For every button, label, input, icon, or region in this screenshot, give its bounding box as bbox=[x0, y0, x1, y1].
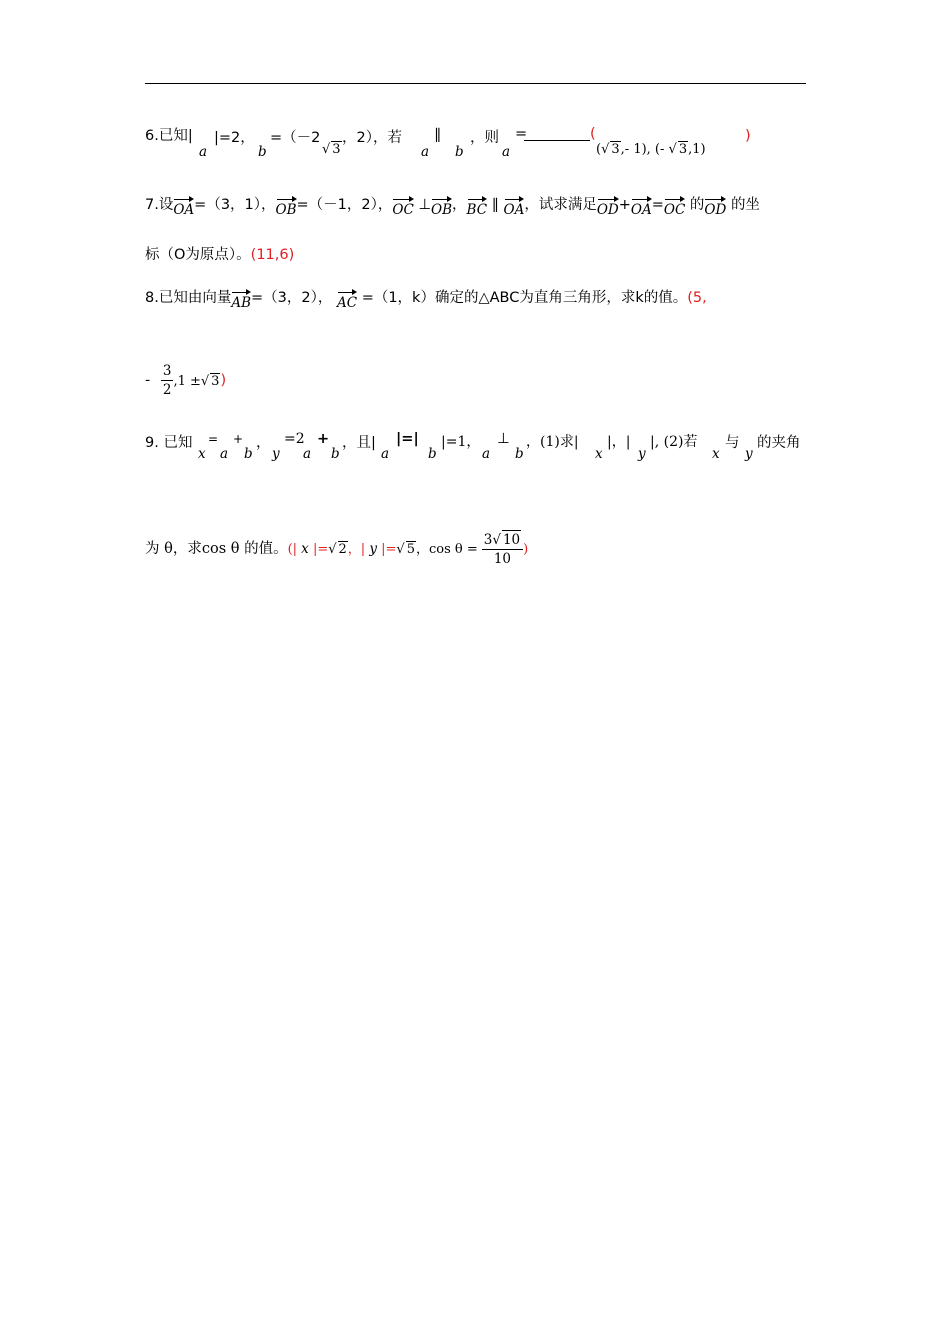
vector-a: a bbox=[482, 446, 491, 462]
q7-text: =（3，1）， bbox=[194, 197, 276, 213]
vector-AC: AC bbox=[337, 289, 357, 313]
vector-x: x bbox=[712, 446, 720, 462]
q6-text: ，则 bbox=[470, 130, 499, 146]
q7-text: 标（O为原点）。 bbox=[145, 247, 251, 263]
vector-x: x bbox=[198, 446, 206, 462]
vector-a: a bbox=[220, 446, 229, 462]
q9-text: 9. 已知 bbox=[145, 435, 193, 451]
q9-text: |=| bbox=[396, 431, 419, 447]
answer-blank bbox=[524, 126, 590, 145]
plus-symbol: + bbox=[618, 197, 631, 213]
vector-a: a bbox=[502, 144, 511, 160]
q9-text: |，| bbox=[607, 434, 631, 450]
q9-text: 为 θ，求cos θ 的值。 bbox=[145, 541, 288, 557]
perp-symbol: ⊥ bbox=[418, 197, 432, 213]
vector-AB: AB bbox=[231, 289, 251, 313]
sqrt-expression: √ 3 bbox=[322, 142, 341, 157]
question-8 bbox=[145, 288, 707, 313]
q7-text: 7.设 bbox=[145, 197, 174, 213]
q9-text: ， bbox=[256, 435, 271, 451]
vector-OC: OC bbox=[664, 196, 685, 220]
q9-text: 的夹角 bbox=[757, 435, 801, 451]
vector-y: y bbox=[272, 446, 280, 462]
vector-OA: OA bbox=[173, 196, 194, 220]
vector-b: b bbox=[515, 446, 524, 462]
q9-text: ，(1)求| bbox=[526, 434, 579, 450]
q6-text: = bbox=[515, 126, 528, 142]
q6-text: 6.已知| bbox=[145, 128, 193, 144]
header-rule bbox=[145, 83, 806, 84]
question-7 bbox=[145, 195, 760, 220]
q8-text: 8.已知由向量 bbox=[145, 290, 232, 306]
q8-text: =（1，k）确定的△ABC为直角三角形，求k的值。 bbox=[361, 290, 688, 306]
vector-OD: OD bbox=[597, 196, 619, 220]
q9-line2 bbox=[145, 530, 528, 568]
question-7-line2 bbox=[145, 245, 294, 265]
q8-answer-line bbox=[145, 362, 226, 399]
answer-expression: (√ 3,- 1), (- √ 3,1) bbox=[596, 142, 706, 157]
vector-a: a bbox=[303, 446, 312, 462]
parallel-symbol: ∥ bbox=[491, 197, 499, 213]
vector-b: b bbox=[258, 144, 267, 160]
q8-answer-rest: ,1 ±√ 3 bbox=[173, 373, 220, 389]
vector-a: a bbox=[199, 144, 208, 160]
q9-text: |, (2)若 bbox=[650, 434, 698, 450]
q7-text: =（－1，2）， bbox=[296, 197, 393, 213]
minus-sign: - bbox=[145, 372, 151, 389]
vector-a: a bbox=[421, 144, 430, 160]
q9-text: |=1， bbox=[441, 434, 481, 450]
answer-close-paren: ) bbox=[745, 128, 751, 144]
vector-OA: OA bbox=[504, 196, 525, 220]
sqrt-radicand: 3 bbox=[332, 142, 341, 157]
fraction-three-halves: $\frac{3}{2}$ bbox=[162, 363, 172, 398]
perp-symbol: ⊥ bbox=[497, 431, 510, 447]
vector-y: y bbox=[745, 446, 753, 462]
vector-OB: OB bbox=[276, 196, 297, 220]
vector-OD: OD bbox=[704, 196, 726, 220]
vector-BC: BC bbox=[467, 196, 488, 220]
q7-answer: (11,6) bbox=[250, 247, 295, 263]
q9-answer: (| x |=√ 2，| y |=√ 5，cos θ = bbox=[287, 541, 478, 557]
q7-text: = bbox=[651, 197, 664, 213]
q9-answer-close: ) bbox=[523, 542, 529, 557]
q9-text: + bbox=[233, 432, 244, 446]
vector-OC: OC bbox=[392, 196, 413, 220]
q9-text: 与 bbox=[725, 435, 740, 451]
q7-text: 的 bbox=[689, 197, 705, 213]
parallel-symbol: ∥ bbox=[434, 127, 442, 143]
vector-a: a bbox=[381, 446, 390, 462]
answer-open-paren: ( bbox=[590, 126, 596, 142]
q9-text: = bbox=[208, 432, 219, 446]
q7-text: 的坐 bbox=[730, 197, 760, 213]
q9-text: ，且| bbox=[342, 435, 376, 451]
vector-b: b bbox=[428, 446, 437, 462]
q7-text: ， bbox=[452, 197, 467, 213]
q7-text: ，试求满足 bbox=[524, 197, 597, 213]
q8-text: =（3，2）， bbox=[251, 290, 333, 306]
q8-answer-close: ) bbox=[220, 372, 227, 389]
vector-OA: OA bbox=[631, 196, 652, 220]
vector-b: b bbox=[244, 446, 253, 462]
q6-text: |=2， bbox=[214, 130, 255, 146]
vector-b: b bbox=[331, 446, 340, 462]
q6-text: ，2），若 bbox=[342, 130, 402, 146]
q8-answer: (5, bbox=[687, 290, 707, 306]
q6-text: =（－2 bbox=[270, 130, 321, 146]
vector-b: b bbox=[455, 144, 464, 160]
question-6 bbox=[145, 126, 193, 146]
vector-x: x bbox=[595, 446, 603, 462]
q9-text: + bbox=[317, 431, 330, 447]
vector-y: y bbox=[638, 446, 646, 462]
q9-text: =2 bbox=[284, 431, 305, 447]
fraction-cos-theta: $\frac{3√ 10}{10}$ bbox=[482, 530, 523, 568]
vector-OB: OB bbox=[431, 196, 452, 220]
